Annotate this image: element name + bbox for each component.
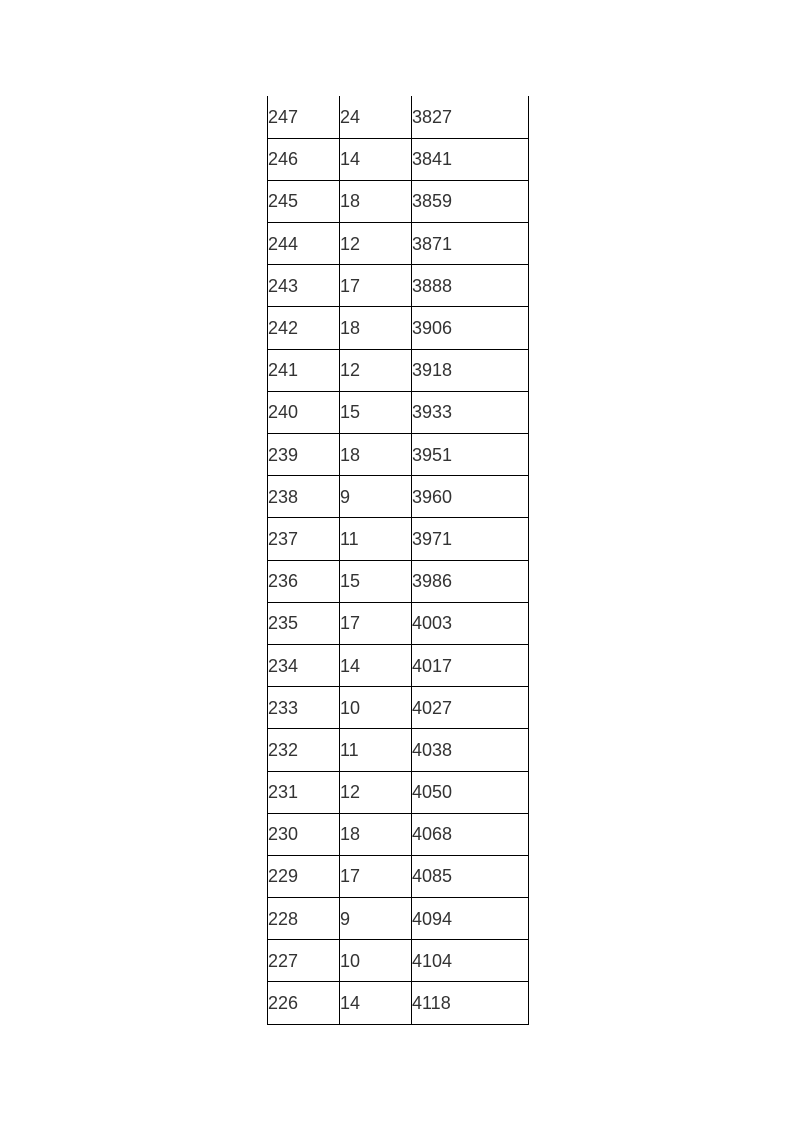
table-row [268, 602, 529, 644]
table-row [268, 687, 529, 729]
cumulative-cell: 3906 [412, 307, 529, 349]
count-cell: 12 [340, 223, 412, 265]
score-cell: 240 [268, 391, 340, 433]
count-cell: 17 [340, 602, 412, 644]
cumulative-cell: 3918 [412, 349, 529, 391]
table-row [268, 560, 529, 602]
data-table [267, 96, 529, 1025]
count-cell: 14 [340, 644, 412, 686]
count-cell: 18 [340, 307, 412, 349]
table-row [268, 349, 529, 391]
count-cell: 17 [340, 855, 412, 897]
count-cell: 14 [340, 982, 412, 1024]
count-cell: 18 [340, 180, 412, 222]
cumulative-cell: 3971 [412, 518, 529, 560]
cumulative-cell: 3871 [412, 223, 529, 265]
cumulative-cell: 3986 [412, 560, 529, 602]
cumulative-cell: 3933 [412, 391, 529, 433]
cumulative-cell: 3960 [412, 476, 529, 518]
count-cell: 9 [340, 476, 412, 518]
count-cell: 17 [340, 265, 412, 307]
score-cell: 245 [268, 180, 340, 222]
cumulative-cell: 4003 [412, 602, 529, 644]
count-cell: 18 [340, 434, 412, 476]
count-cell: 10 [340, 687, 412, 729]
cumulative-cell: 4118 [412, 982, 529, 1024]
cumulative-cell: 4104 [412, 940, 529, 982]
table-row [268, 518, 529, 560]
cumulative-cell: 4027 [412, 687, 529, 729]
score-cell: 246 [268, 138, 340, 180]
cumulative-cell: 4094 [412, 898, 529, 940]
score-cell: 229 [268, 855, 340, 897]
count-cell: 18 [340, 813, 412, 855]
score-cell: 232 [268, 729, 340, 771]
count-cell: 15 [340, 391, 412, 433]
score-cell: 226 [268, 982, 340, 1024]
table-row [268, 307, 529, 349]
cumulative-cell: 4085 [412, 855, 529, 897]
count-cell: 11 [340, 729, 412, 771]
table-row [268, 265, 529, 307]
score-cell: 231 [268, 771, 340, 813]
count-cell: 14 [340, 138, 412, 180]
score-cell: 230 [268, 813, 340, 855]
cumulative-cell: 3888 [412, 265, 529, 307]
cumulative-cell: 3841 [412, 138, 529, 180]
table-row [268, 940, 529, 982]
score-cell: 242 [268, 307, 340, 349]
count-cell: 15 [340, 560, 412, 602]
table-row [268, 729, 529, 771]
count-cell: 12 [340, 349, 412, 391]
table-body [268, 96, 529, 1024]
table-row [268, 180, 529, 222]
score-cell: 227 [268, 940, 340, 982]
table-row [268, 391, 529, 433]
score-cell: 236 [268, 560, 340, 602]
table-row [268, 434, 529, 476]
table-row [268, 138, 529, 180]
score-cell: 247 [268, 96, 340, 138]
cumulative-cell: 4068 [412, 813, 529, 855]
score-cell: 239 [268, 434, 340, 476]
cumulative-cell: 4050 [412, 771, 529, 813]
cumulative-cell: 4038 [412, 729, 529, 771]
table-row [268, 96, 529, 138]
count-cell: 12 [340, 771, 412, 813]
count-cell: 9 [340, 898, 412, 940]
score-cell: 243 [268, 265, 340, 307]
score-cell: 237 [268, 518, 340, 560]
score-cell: 234 [268, 644, 340, 686]
table-row [268, 855, 529, 897]
count-cell: 10 [340, 940, 412, 982]
score-cell: 233 [268, 687, 340, 729]
score-cell: 235 [268, 602, 340, 644]
score-cell: 228 [268, 898, 340, 940]
cumulative-cell: 3827 [412, 96, 529, 138]
table-row [268, 982, 529, 1024]
cumulative-cell: 3951 [412, 434, 529, 476]
count-cell: 24 [340, 96, 412, 138]
table-row [268, 476, 529, 518]
table-row [268, 771, 529, 813]
table-row [268, 223, 529, 265]
table-row [268, 644, 529, 686]
count-cell: 11 [340, 518, 412, 560]
table-row [268, 813, 529, 855]
cumulative-cell: 4017 [412, 644, 529, 686]
table-row [268, 898, 529, 940]
score-cell: 244 [268, 223, 340, 265]
score-cell: 238 [268, 476, 340, 518]
score-cell: 241 [268, 349, 340, 391]
cumulative-cell: 3859 [412, 180, 529, 222]
